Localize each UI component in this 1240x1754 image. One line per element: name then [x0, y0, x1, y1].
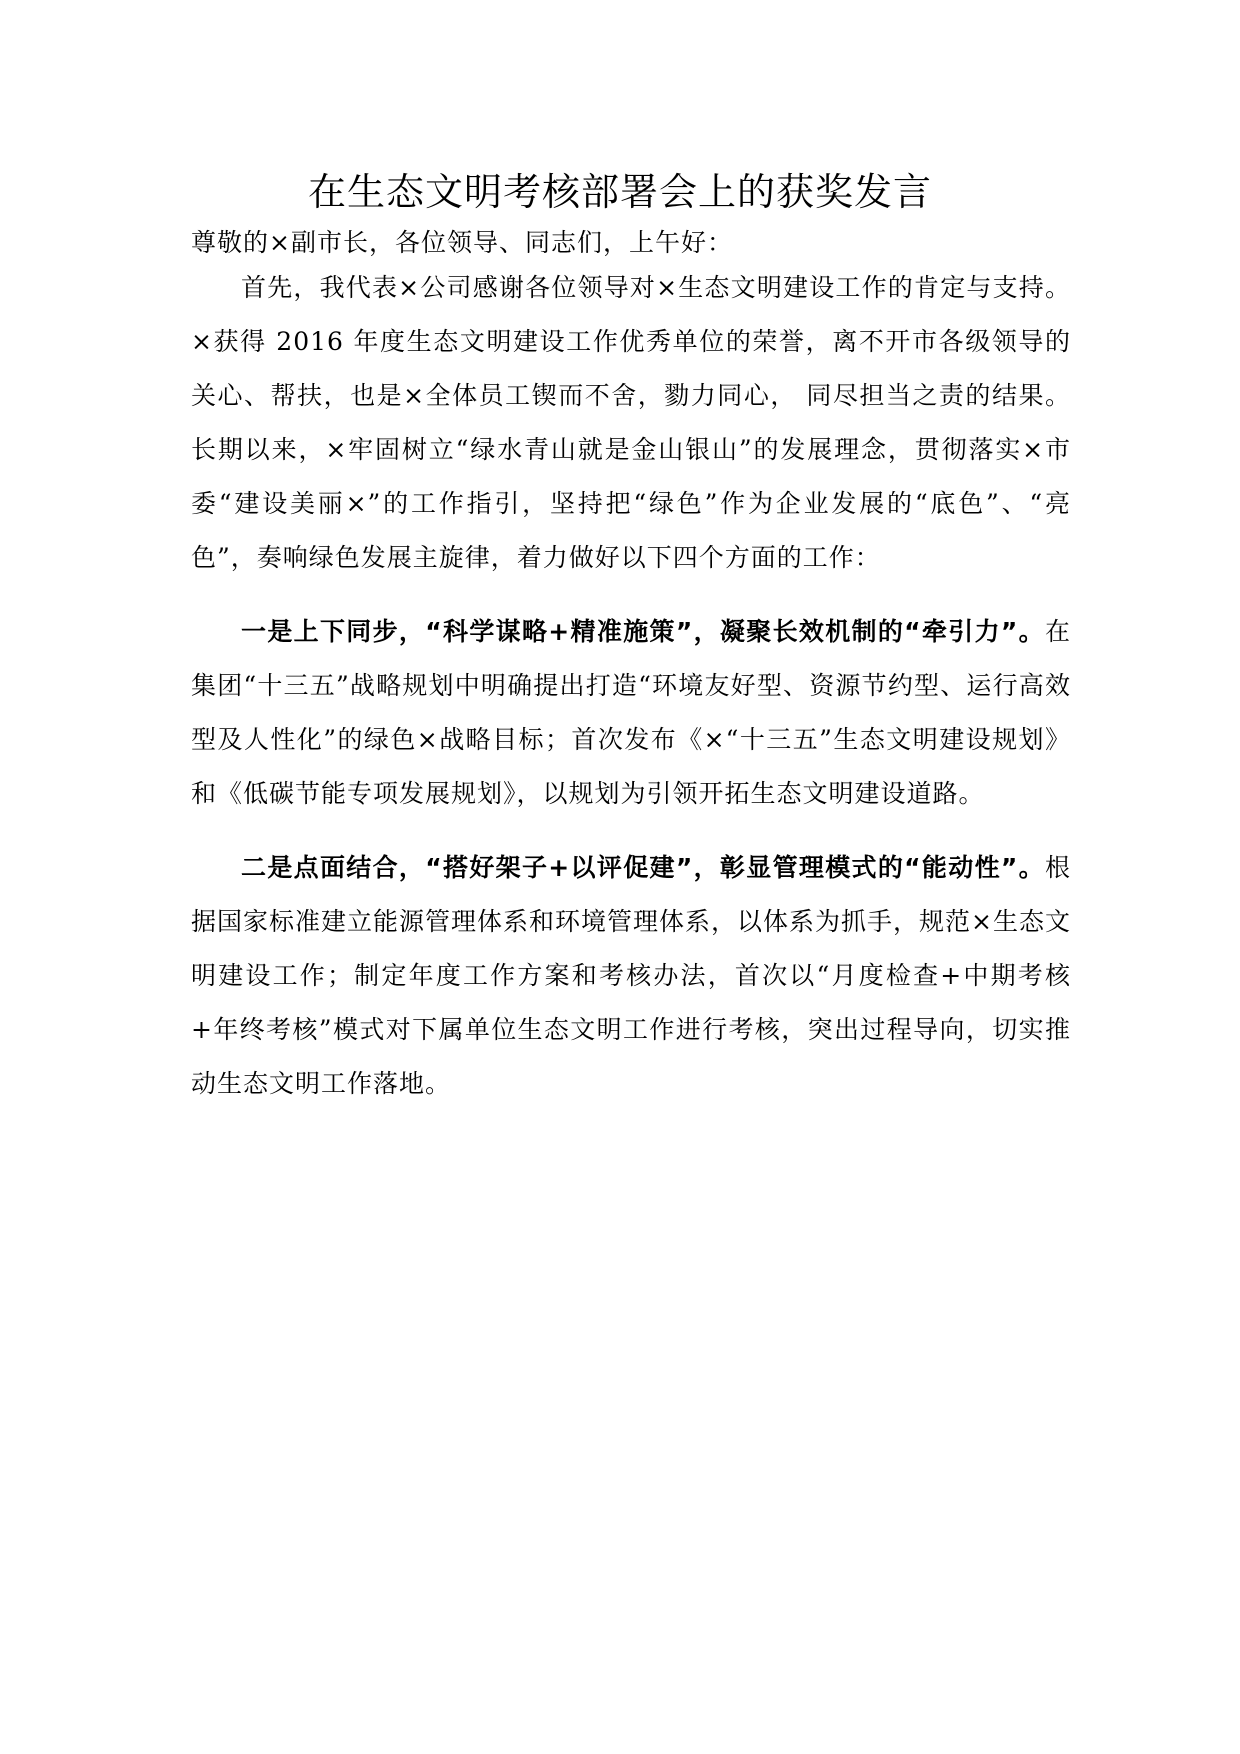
paragraph-point-one	[191, 605, 1071, 821]
document-body	[191, 226, 1071, 1111]
paragraph-point-one-lead: 一是上下同步，“科学谋略+精准施策”，凝聚长效机制的“牵引力”。	[241, 617, 1045, 646]
paragraph-point-two-body: 根据国家标准建立能源管理体系和环境管理体系，以体系为抓手，规范×生态文明建设工作；制定年度工作方案和考核办法，首次以“月度检查+中期考核+年终考核”模式对下属单位生态文明工作进行考核，突出过程导向，切实推动生态文明工作落地。	[191, 853, 1071, 1098]
paragraph-point-one-body: 在集团“十三五”战略规划中明确提出打造“环境友好型、资源节约型、运行高效型及人性化”的绿色×战略目标；首次发布《×“十三五”生态文明建设规划》和《低碳节能专项发展规划》，以规划为引领开拓生态文明建设道路。	[191, 617, 1071, 808]
document-title: 在生态文明考核部署会上的获奖发言	[307, 170, 932, 214]
paragraph-point-two-lead: 二是点面结合，“搭好架子+以评促建”，彰显管理模式的“能动性”。	[241, 853, 1045, 882]
paragraph-point-two	[191, 841, 1071, 1111]
paragraph-intro: 首先，我代表×公司感谢各位领导对×生态文明建设工作的肯定与支持。×获得 2016 年度生态文明建设工作优秀单位的荣誉，离不开市各级领导的关心、帮扶，也是×全体员工锲而不舍，勠力同心， 同尽担当之责的结果。长期以来，×牢固树立“绿水青山就是金山银山”的发展理念，贯彻落实×市委“建设美丽×”的工作指引，坚持把“绿色”作为企业发展的“底色”、“亮色”，奏响绿色发展主旋律，着力做好以下四个方面的工作：	[191, 273, 1071, 572]
salutation: 尊敬的×副市长，各位领导、同志们，上午好：	[191, 228, 733, 257]
